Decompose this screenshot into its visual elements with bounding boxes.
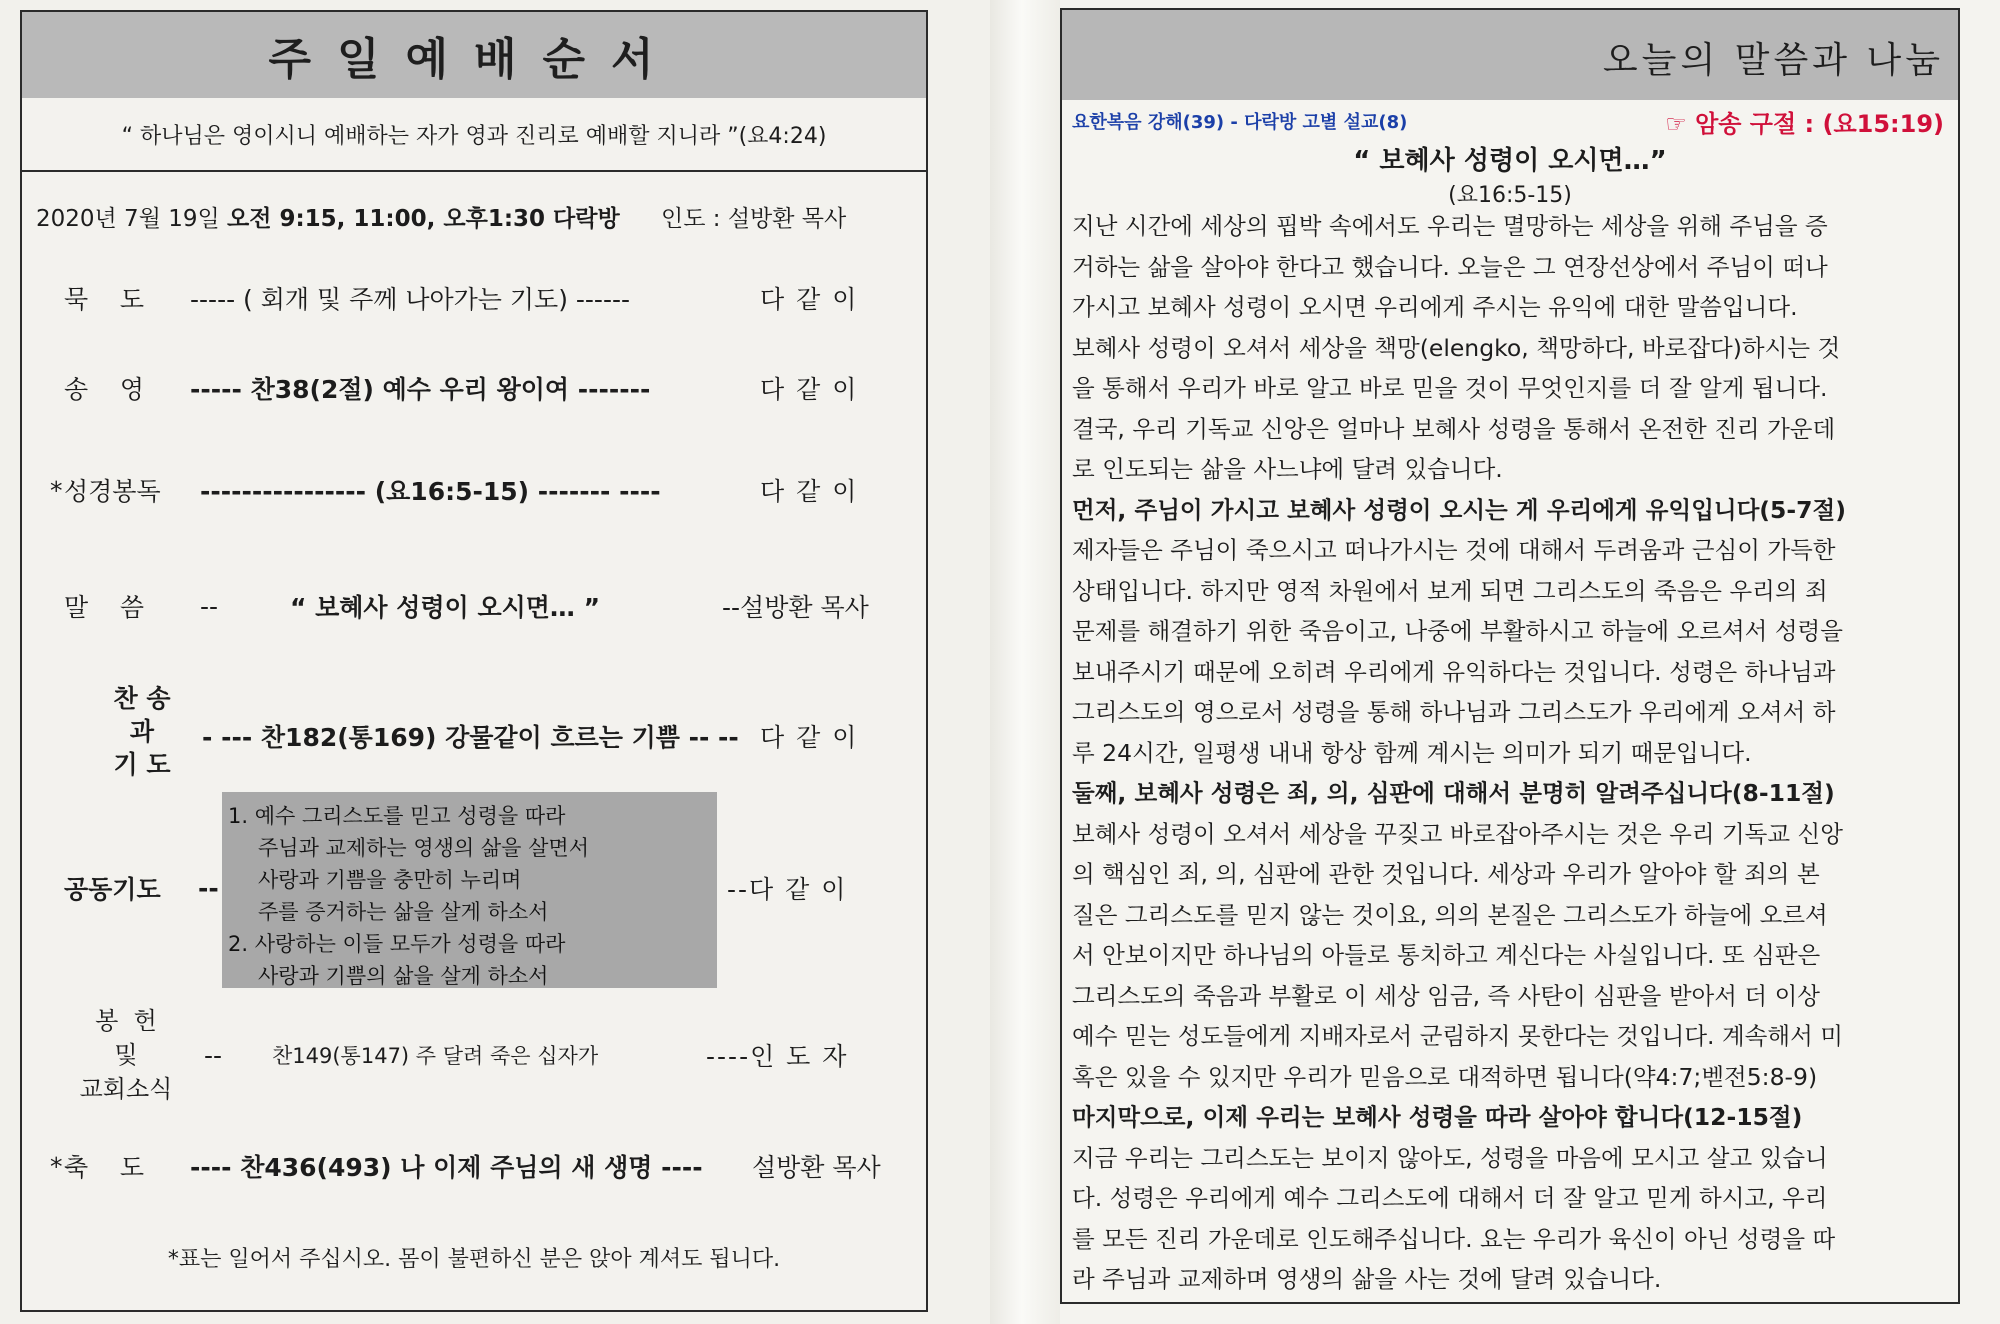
sermon-text-line: 거하는 삶을 살아야 한다고 했습니다. 오늘은 그 연장선상에서 주님이 떠나 (1072, 252, 1828, 281)
standing-note: *표는 일어서 주십시오. 몸이 불편하신 분은 앉아 계셔도 됩니다. (167, 1247, 781, 1272)
prayer-line: 2. 사랑하는 이들 모두가 성령을 따라 (228, 932, 566, 956)
order-content: 찬149(통147) 주 달려 죽은 십자가 (272, 1044, 599, 1068)
sermon-text-line: 보혜사 성령이 오셔서 세상을 책망(elengko, 책망하다, 바로잡다)하시는 것 (1072, 333, 1841, 362)
order-who: --다 같 이 (727, 875, 848, 904)
order-hymn-prayer (22, 682, 926, 792)
service-info (36, 200, 846, 233)
order-label-line: 기 도 (113, 750, 171, 779)
prayer-line: 사랑과 기쁨을 충만히 누리며 (258, 868, 522, 892)
sermon-text-line: 혹은 있을 수 있지만 우리가 믿음으로 대적하면 됩니다(약4:7;벧전5:8-9) (1072, 1062, 1818, 1091)
left-page (0, 0, 990, 1324)
sermon-text-line: 의 핵심인 죄, 의, 심판에 관한 것입니다. 세상과 우리가 알아야 할 죄의 본 (1072, 860, 1820, 888)
service-date: 2020년 7월 19일 (36, 206, 220, 232)
order-praise (22, 364, 926, 412)
sermon-text-line: 그리스도의 영으로서 성령을 통해 하나님과 그리스도가 우리에게 오셔서 하 (1072, 698, 1836, 726)
sermon-section-title: 오늘의 말씀과 나눔 (1602, 40, 1944, 81)
standing-star: * (50, 1152, 63, 1181)
page-gutter (990, 0, 1060, 1324)
order-label: 말 씀 (64, 593, 145, 622)
order-label: 성경봉독 (64, 477, 161, 506)
sermon-text-line: 다. 성령은 우리에게 예수 그리스도에 대해서 더 잘 알고 믿게 하시고, 우리 (1072, 1184, 1828, 1212)
order-label-line: 찬 송 (113, 684, 171, 713)
sermon-point-heading: 둘째, 보혜사 성령은 죄, 의, 심판에 대해서 분명히 알려주십니다(8-11절) (1072, 779, 1835, 807)
sermon-title-bar (1062, 10, 1958, 100)
sermon-text-line: 서 안보이지만 하나님의 아들로 통치하고 계신다는 사실입니다. 또 심판은 (1072, 941, 1821, 969)
sermon-title: “ 보혜사 성령이 오시면…” (1353, 146, 1667, 176)
order-label: 묵 도 (64, 285, 145, 314)
standing-star: * (50, 476, 63, 505)
prayer-line: 1. 예수 그리스도를 믿고 성령을 따라 (228, 804, 566, 828)
sermon-text-line: 라 주님과 교제하며 영생의 삶을 사는 것에 달려 있습니다. (1072, 1265, 1662, 1293)
order-who: 다 같 이 (760, 723, 859, 752)
order-content: ---- 찬436(493) 나 이제 주님의 새 생명 ---- (190, 1153, 703, 1182)
sermon-text-line: 문제를 해결하기 위한 죽음이고, 나중에 부활하시고 하늘에 오르셔서 성령을 (1072, 617, 1843, 645)
worship-order-box (20, 10, 928, 1312)
sermon-reference: (요16:5-15) (1448, 183, 1572, 208)
order-label: 축 도 (64, 1153, 145, 1182)
order-benediction (22, 1142, 926, 1190)
order-content: ----- ( 회개 및 주께 나아가는 기도) ------ (190, 285, 631, 314)
order-label-line: 교회소식 (79, 1075, 173, 1103)
sermon-box (1060, 8, 1960, 1304)
worship-order-title-bar (22, 12, 926, 98)
sermon-text-line: 상태입니다. 하지만 영적 차원에서 보게 되면 그리스도의 죽음은 우리의 죄 (1072, 576, 1828, 605)
order-dash: -- (198, 873, 219, 903)
sermon-text-line: 루 24시간, 일평생 내내 항상 함께 계시는 의미가 되기 때문입니다. (1072, 738, 1752, 767)
sermon-text-line: 가시고 보혜사 성령이 오시면 우리에게 주시는 유익에 대한 말씀입니다. (1072, 293, 1798, 321)
order-content: - --- 찬182(통169) 강물같이 흐르는 기쁨 -- -- (202, 723, 739, 752)
order-scripture (22, 466, 926, 514)
order-content: ---------------- (요16:5-15) ------- ---- (200, 477, 661, 506)
order-who: 다 같 이 (760, 375, 859, 404)
sermon-body (1072, 206, 1952, 1300)
order-who: 다 같 이 (760, 477, 859, 506)
order-label-line: 및 (114, 1041, 138, 1069)
order-who: ----인 도 자 (706, 1042, 849, 1071)
sermon-text-line: 보내주시기 때문에 오히려 우리에게 유익하다는 것입니다. 성령은 하나님과 (1072, 657, 1836, 686)
service-leader: 인도 : 설방환 목사 (661, 206, 847, 232)
service-times: 오전 9:15, 11:00, 오후1:30 다락방 (227, 206, 620, 232)
order-label-line: 과 (129, 717, 155, 746)
sermon-title-label: “ 보혜사 성령이 오시면… ” (290, 593, 601, 622)
sermon-point-heading: 먼저, 주님이 가시고 보혜사 성령이 오시는 게 우리에게 유익입니다(5-7절) (1072, 495, 1846, 524)
sermon-series: 요한복음 강해(39) - 다락방 고별 설교(8) (1072, 112, 1408, 133)
right-page (1060, 0, 2000, 1324)
order-label: 공동기도 (64, 875, 161, 904)
order-dash: -- (204, 1040, 223, 1070)
sermon-text-line: 제자들은 주님이 죽으시고 떠나가시는 것에 대해서 두려움과 근심이 가득한 (1072, 536, 1836, 564)
order-label: 송 영 (64, 375, 145, 404)
common-prayer-box (222, 792, 717, 988)
order-who: 설방환 목사 (752, 1153, 881, 1182)
sermon-text-line: 결국, 우리 기독교 신앙은 얼마나 보혜사 성령을 통해서 온전한 진리 가운데 (1072, 414, 1836, 443)
order-label-line: 봉 헌 (95, 1007, 157, 1035)
order-who: --설방환 목사 (722, 593, 869, 622)
motto-verse (22, 98, 926, 172)
sermon-text-line: 을 통해서 우리가 바로 알고 바로 믿을 것이 무엇인지를 더 잘 알게 됩니다. (1072, 374, 1828, 402)
order-silent-prayer (22, 274, 926, 322)
memory-verse: ☞ 암송 구절 : (요15:19) (1665, 110, 1944, 138)
sermon-point-heading: 마지막으로, 이제 우리는 보혜사 성령을 따라 살아야 합니다(12-15절) (1072, 1103, 1803, 1131)
order-who: 다 같 이 (760, 285, 859, 314)
prayer-line: 사랑과 기쁨의 삶을 살게 하소서 (258, 964, 549, 988)
order-offering (22, 1004, 926, 1114)
sermon-text-line: 예수 믿는 성도들에게 지배자로서 군림하지 못한다는 것입니다. 계속해서 미 (1072, 1022, 1843, 1050)
sermon-text-line: 지금 우리는 그리스도는 보이지 않아도, 성령을 마음에 모시고 살고 있습니 (1072, 1143, 1828, 1172)
prayer-line: 주를 증거하는 삶을 살게 하소서 (258, 900, 549, 924)
sermon-text-line: 보혜사 성령이 오셔서 세상을 꾸짖고 바로잡아주시는 것은 우리 기독교 신앙 (1072, 819, 1843, 848)
order-dash: -- (200, 591, 219, 621)
motto-text: “ 하나님은 영이시니 예배하는 자가 영과 진리로 예배할 지니라 ”(요4:24) (121, 123, 827, 149)
sermon-text-line: 그리스도의 죽음과 부활로 이 세상 임금, 즉 사탄이 심판을 받아서 더 이상 (1072, 981, 1820, 1010)
worship-order-title: 주일예배순서 (268, 34, 680, 85)
sermon-text-line: 질은 그리스도를 믿지 않는 것이요, 의의 본질은 그리스도가 하늘에 오르셔 (1072, 900, 1828, 929)
order-sermon (22, 582, 926, 630)
prayer-line: 주님과 교제하는 영생의 삶을 살면서 (258, 836, 589, 860)
sermon-text-line: 를 모든 진리 가운데로 인도해주십니다. 요는 우리가 육신이 아닌 성령을 따 (1072, 1224, 1836, 1253)
sermon-text-line: 로 인도되는 삶을 사느냐에 달려 있습니다. (1072, 455, 1503, 483)
sermon-text-line: 지난 시간에 세상의 핍박 속에서도 우리는 멸망하는 세상을 위해 주님을 증 (1072, 212, 1828, 240)
order-content: ----- 찬38(2절) 예수 우리 왕이여 ------- (190, 375, 651, 404)
